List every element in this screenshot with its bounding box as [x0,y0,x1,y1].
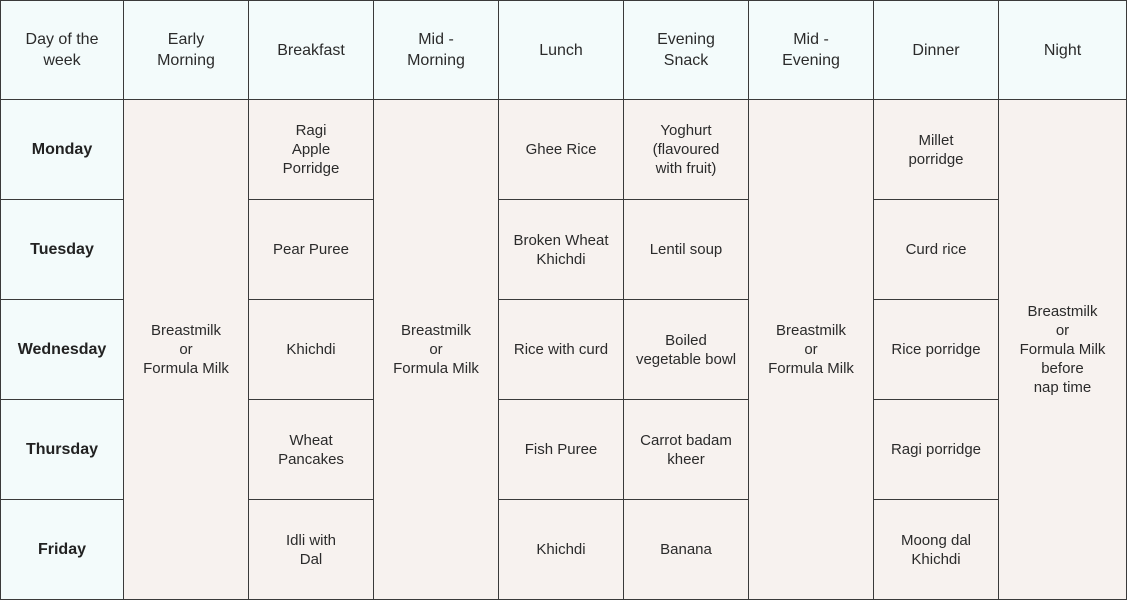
table-row [1,100,1127,200]
day-label: Friday [1,500,124,600]
header-mid-morning: Mid - Morning [374,1,499,100]
day-label: Wednesday [1,300,124,400]
header-night: Night [999,1,1127,100]
evening-snack-cell: Boiled vegetable bowl [624,300,749,400]
header-evening-snack: Evening Snack [624,1,749,100]
dinner-cell: Millet porridge [874,100,999,200]
breakfast-cell: Wheat Pancakes [249,400,374,500]
lunch-cell: Rice with curd [499,300,624,400]
lunch-cell: Broken Wheat Khichdi [499,200,624,300]
early-morning-cell: Breastmilk or Formula Milk [124,100,249,600]
breakfast-cell: Idli with Dal [249,500,374,600]
evening-snack-cell: Banana [624,500,749,600]
dinner-cell: Ragi porridge [874,400,999,500]
evening-snack-cell: Lentil soup [624,200,749,300]
day-label: Tuesday [1,200,124,300]
header-row [1,1,1127,100]
day-label: Thursday [1,400,124,500]
lunch-cell: Fish Puree [499,400,624,500]
breakfast-cell: Pear Puree [249,200,374,300]
breakfast-cell: Khichdi [249,300,374,400]
night-cell: Breastmilk or Formula Milk before nap time [999,100,1127,600]
lunch-cell: Ghee Rice [499,100,624,200]
dinner-cell: Moong dal Khichdi [874,500,999,600]
evening-snack-cell: Yoghurt (flavoured with fruit) [624,100,749,200]
evening-snack-cell: Carrot badam kheer [624,400,749,500]
header-breakfast: Breakfast [249,1,374,100]
mid-morning-cell: Breastmilk or Formula Milk [374,100,499,600]
header-day: Day of the week [1,1,124,100]
header-early-morning: Early Morning [124,1,249,100]
mid-evening-cell: Breastmilk or Formula Milk [749,100,874,600]
header-lunch: Lunch [499,1,624,100]
dinner-cell: Rice porridge [874,300,999,400]
day-label: Monday [1,100,124,200]
header-mid-evening: Mid - Evening [749,1,874,100]
lunch-cell: Khichdi [499,500,624,600]
header-dinner: Dinner [874,1,999,100]
dinner-cell: Curd rice [874,200,999,300]
breakfast-cell: Ragi Apple Porridge [249,100,374,200]
